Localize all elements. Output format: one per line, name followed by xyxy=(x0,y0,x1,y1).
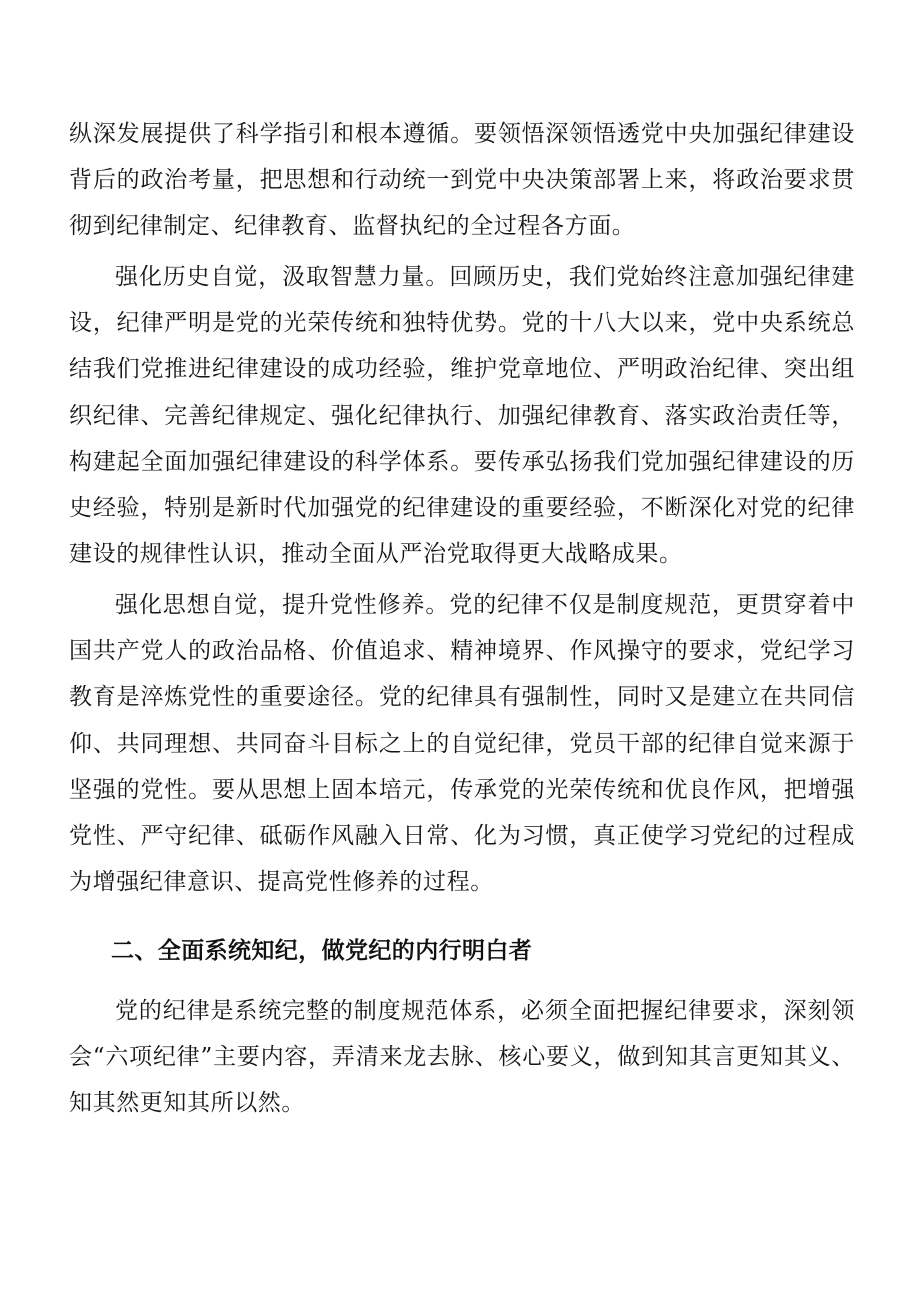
paragraph-ideological-awareness: 强化思想自觉，提升党性修养。党的纪律不仅是制度规范，更贯穿着中国共产党人的政治品格、价值追求、精神境界、作风操守的要求，党纪学习教育是淬炼党性的重要途径。党的纪律具有强制性，同时又是建立在共同信仰、共同理想、共同奋斗目标之上的自觉纪律，党员干部的纪律自觉来源于坚强的党性。要从思想上固本培元，传承党的光荣传统和优良作风，把增强党性、严守纪律、砥砺作风融入日常、化为习惯，真正使学习党纪的过程成为增强纪律意识、提高党性修养的过程。 xyxy=(69,592,855,896)
paragraph-continuation: 纵深发展提供了科学指引和根本遵循。要领悟深领悟透党中央加强纪律建设背后的政治考量，把思想和行动统一到党中央决策部署上来，将政治要求贯彻到纪律制定、纪律教育、监督执纪的全过程各方面。 xyxy=(69,121,855,240)
section-heading: 二、全面系统知纪，做党纪的内行明白者 xyxy=(111,938,533,964)
paragraph-historical-awareness: 强化历史自觉，汲取智慧力量。回顾历史，我们党始终注意加强纪律建设，纪律严明是党的光荣传统和独特优势。党的十八大以来，党中央系统总结我们党推进纪律建设的成功经验，维护党章地位、严明政治纪律、突出组织纪律、完善纪律规定、强化纪律执行、加强纪律教育、落实政治责任等，构建起全面加强纪律建设的科学体系。要传承弘扬我们党加强纪律建设的历史经验，特别是新时代加强党的纪律建设的重要经验，不断深化对党的纪律建设的规律性认识，推动全面从严治党取得更大战略成果。 xyxy=(69,264,855,568)
paragraph-six-disciplines: 党的纪律是系统完整的制度规范体系，必须全面把握纪律要求，深刻领会“六项纪律”主要内容，弄清来龙去脉、核心要义，做到知其言更知其义、知其然更知其所以然。 xyxy=(69,998,855,1117)
